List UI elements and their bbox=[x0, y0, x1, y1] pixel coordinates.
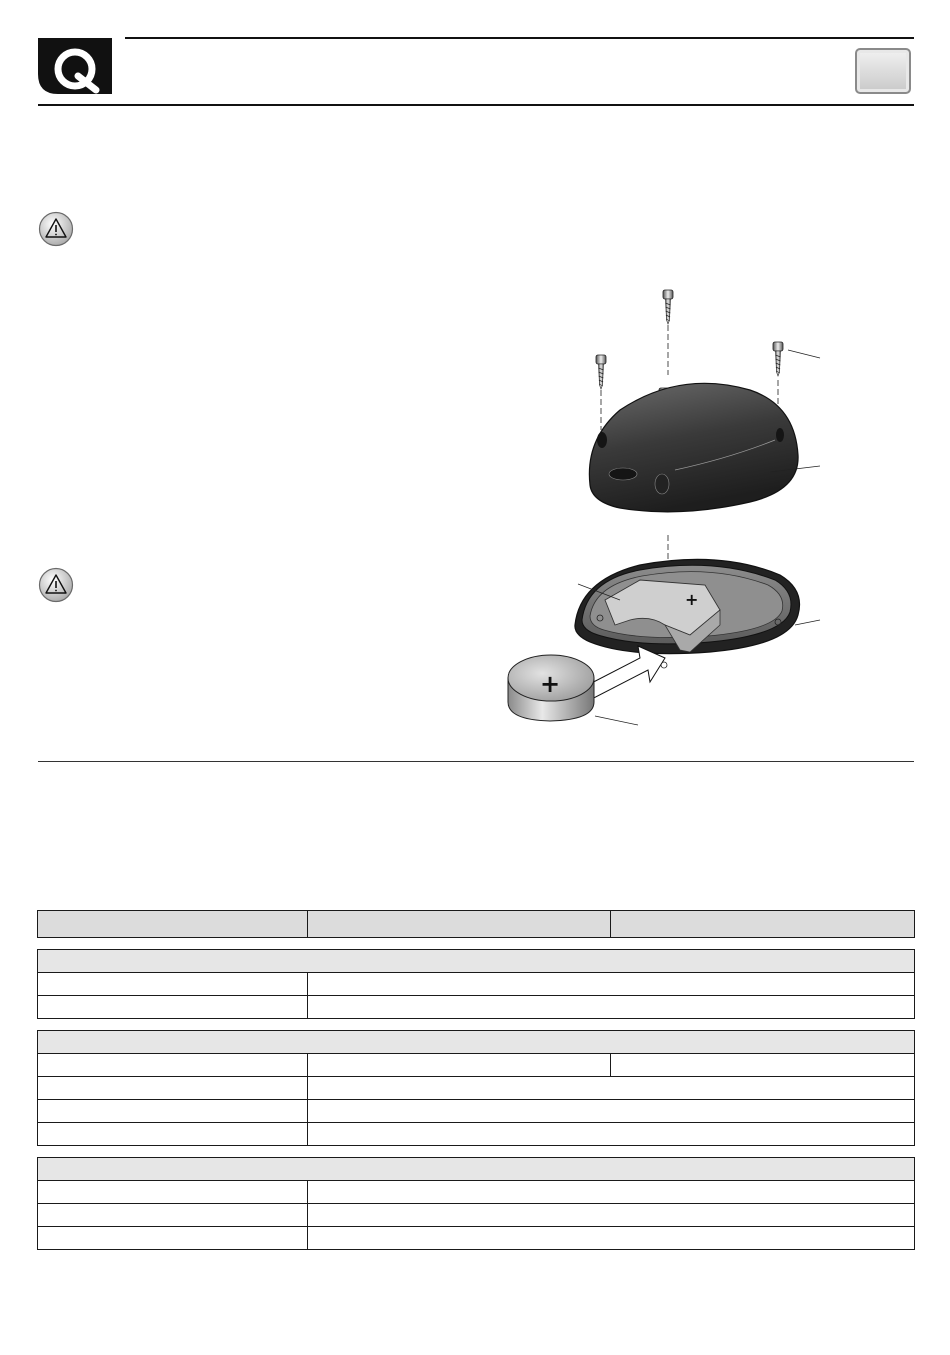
table-row bbox=[38, 1227, 915, 1250]
table-group-heading bbox=[38, 1158, 915, 1181]
table-header-row bbox=[38, 911, 915, 938]
table-group-heading bbox=[38, 1031, 915, 1054]
quick-logo-icon bbox=[38, 38, 112, 94]
table-group-2 bbox=[37, 1030, 915, 1146]
table-group-3 bbox=[37, 1157, 915, 1250]
warning-triangle-icon bbox=[38, 211, 74, 247]
warning-triangle-icon bbox=[38, 567, 74, 603]
table-header bbox=[37, 910, 915, 938]
specifications-table bbox=[37, 910, 914, 1250]
table-row bbox=[38, 1077, 915, 1100]
header-bottom-rule bbox=[38, 104, 914, 106]
table-header-cell bbox=[308, 911, 611, 938]
table-header-cell bbox=[611, 911, 915, 938]
svg-text:+: + bbox=[540, 670, 561, 698]
table-group-1 bbox=[37, 949, 915, 1019]
table-row bbox=[38, 1181, 915, 1204]
svg-text:+: + bbox=[685, 590, 699, 609]
table-header-cell bbox=[38, 911, 308, 938]
header-top-rule bbox=[125, 37, 914, 39]
battery-replacement-illustration bbox=[490, 280, 850, 730]
table-row bbox=[38, 1100, 915, 1123]
table-row bbox=[38, 1204, 915, 1227]
table-row bbox=[38, 1123, 915, 1146]
table-group-heading bbox=[38, 950, 915, 973]
section-divider bbox=[38, 761, 914, 762]
table-row bbox=[38, 973, 915, 996]
table-row bbox=[38, 996, 915, 1019]
language-badge bbox=[855, 48, 911, 94]
table-row bbox=[38, 1054, 915, 1077]
